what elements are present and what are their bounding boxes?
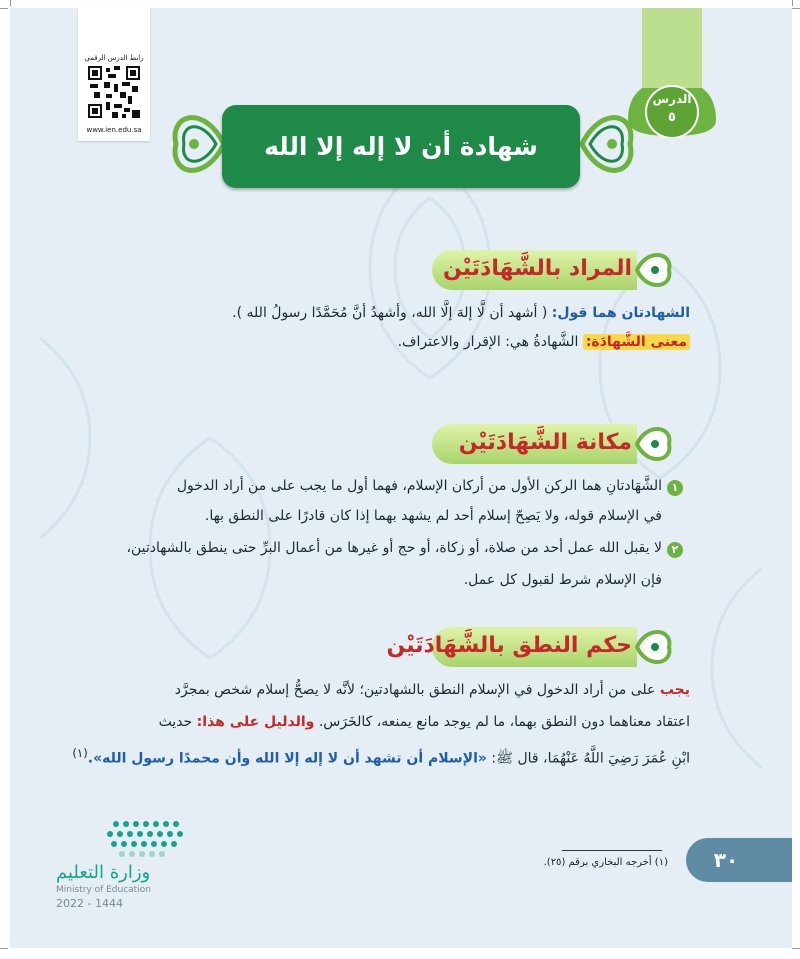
paragraph-line: فإن الإسلام شرط لقبول كل عمل. <box>463 572 662 588</box>
meaning-text: الشَّهادةُ هي: الإقرار والاعتراف. <box>397 334 579 350</box>
qr-url: www.ien.edu.sa <box>86 126 142 134</box>
meaning-line <box>80 334 690 350</box>
lesson-label: الدرس <box>652 92 692 106</box>
ruling-text: حديث <box>158 714 197 730</box>
definition-line <box>80 305 690 321</box>
paragraph-line: في الإسلام قوله، ولا يَصِحّ إسلام أحد لم يشهد بهما إذا كان قادرًا على النطق بها. <box>204 508 662 524</box>
page-number: ٣٠ <box>713 848 739 872</box>
qr-card[interactable] <box>78 8 150 141</box>
crop-mark <box>792 0 793 6</box>
definition-text: ( أشهد أن لَّا إلهَ إلَّا الله، وأشهدُ أنَّ مُحَمَّدًا رسولُ الله ). <box>232 305 548 321</box>
definition-label: الشهادتان هما قول: <box>551 305 690 321</box>
paragraph-line: الشَّهَادتانِ هما الركن الأول من أركان الإسلام، فهما أول ما يجب على من أراد الدخول <box>176 478 662 494</box>
evidence-label: والدليل على هذا: <box>196 714 315 730</box>
footnote-divider <box>562 850 662 851</box>
ministry-name-english: Ministry of Education <box>56 885 151 895</box>
section-heading: المراد بالشَّهَادَتَيْن <box>442 256 632 281</box>
ruling-line <box>70 714 690 730</box>
qr-label: رابط الدرس الرقمي <box>84 54 144 62</box>
crop-mark <box>0 8 8 9</box>
meaning-label: معنى الشَّهادَة: <box>583 334 690 350</box>
bullet-number: ٢ <box>667 542 683 558</box>
edition-year: 2022 - 1444 <box>56 897 123 910</box>
crop-mark <box>0 948 8 949</box>
ornament-right-icon <box>578 99 642 189</box>
crop-mark <box>792 8 800 9</box>
section-ornament-icon <box>633 420 677 468</box>
hadith-line <box>70 746 690 770</box>
section-heading: حكم النطق بالشَّهَادَتَيْن <box>386 633 632 658</box>
crop-mark <box>792 948 800 949</box>
qr-code-icon[interactable] <box>88 66 140 118</box>
lesson-number: ٥ <box>668 110 676 125</box>
ruling-text: على من أراد الدخول في الإسلام النطق بالشهادتين؛ لأنَّه لا يصحُّ إسلام شخص بمجرَّد <box>174 682 660 698</box>
ministry-name-arabic: وزارة التعليم <box>56 862 151 883</box>
section-ornament-icon <box>633 623 677 671</box>
ruling-text: اعتقاد معناهما دون النطق بهما، ما لم يوجد مانع يمنعه، كالخَرَس. <box>314 714 690 730</box>
hadith-text: «الإسلام أن تشهد أن لا إله إلا الله وأن محمدًا رسول الله». <box>87 750 487 767</box>
ministry-logo-icon <box>96 818 192 860</box>
page-title: شهادة أن لا إله إلا الله <box>264 132 538 161</box>
bullet-number: ١ <box>667 480 683 496</box>
hadith-intro: ابْنِ عُمَرَ رَضِيَ اللَّهُ عَنْهُمَا، قال ﷺ: <box>486 750 690 767</box>
crop-mark <box>10 0 11 6</box>
section-ornament-icon <box>633 246 677 294</box>
paragraph-line: لا يقبل الله عمل أحد من صلاة، أو زكاة، أو حج أو غيرها من أعمال البرِّ حتى ينطق بالشهادتين، <box>126 540 662 556</box>
footnote: (١) أخرجه البخاري برقم (٢٥). <box>543 857 668 868</box>
ruling-keyword: يجب <box>659 682 690 698</box>
section-heading: مكانة الشَّهَادَتَيْن <box>458 430 632 455</box>
ruling-line <box>70 682 690 698</box>
ornament-left-icon <box>164 99 228 189</box>
footnote-ref: (١) <box>72 746 88 760</box>
